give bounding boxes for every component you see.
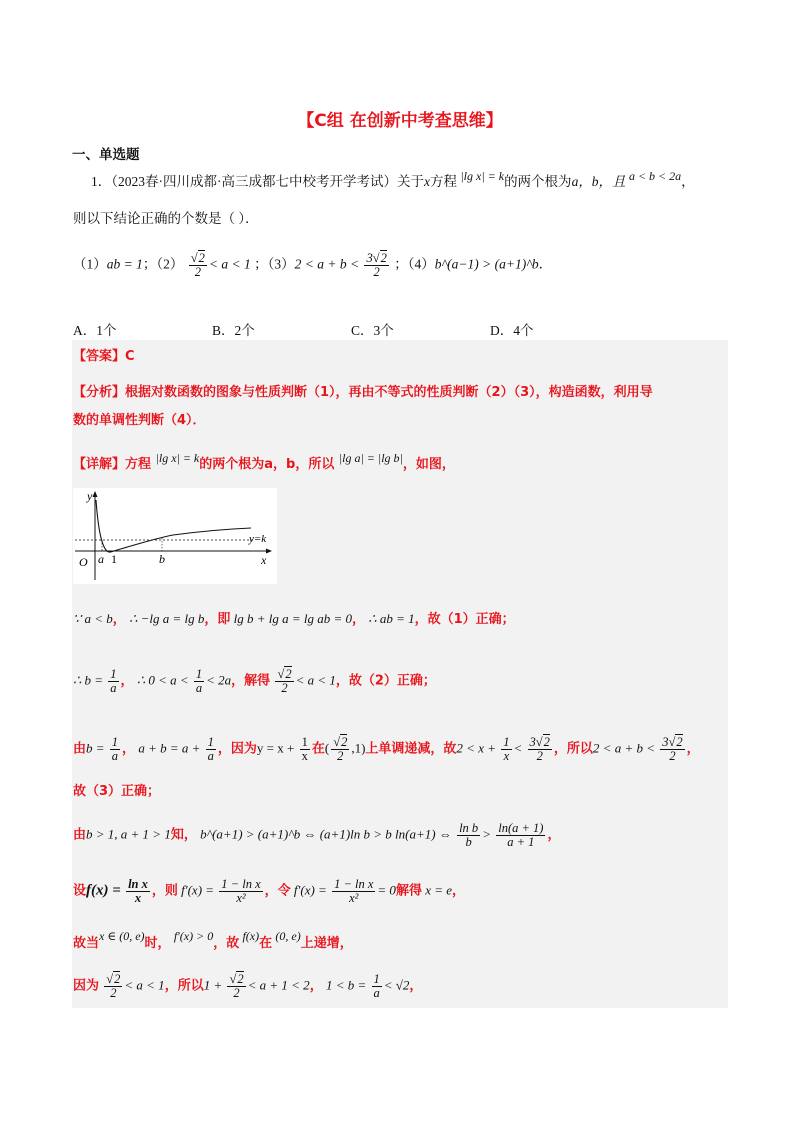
s3-head: 2 < a + b <: [294, 256, 360, 272]
frac-3sqrt2-over-2: $\frac{3√ 2}{2}$: [364, 252, 388, 279]
question-text-2: 的两个根为: [504, 174, 572, 189]
graph-y-label: y: [87, 489, 93, 503]
detail-lg-eq: |lg a| = |lg b|: [338, 451, 403, 465]
detail-eq-lg: |lg x| = k: [155, 451, 200, 465]
question-source: （2023春·四川成都·高三成都七中校考开学考试）关于: [111, 174, 424, 189]
s2-label: ；（2）: [142, 256, 184, 272]
var-x: x: [424, 174, 430, 189]
eq-lg-x: |lg x| = k: [460, 169, 505, 183]
graph-a-label: a: [98, 552, 104, 566]
question-line-1: 1．（2023春·四川成都·高三成都七中校考开学考试）关于x方程 |lg x| = k的两个根为a，b，且 a < b < 2a，: [91, 169, 695, 189]
derivation-5: 设f(x) = $\frac{\text{ln x}}{x}$ ，则 f′(x) = $\frac{\text{1 − ln x}}{\text{x²}}$ ，令 f′(x) = $\frac{\text{1 − ln x}}{\text{x²}}$ = 0解得 x = e，: [73, 877, 466, 906]
derivation-4: 由b > 1, a + 1 > 1知， b^(a+1) > (a+1)^b ⇔ (a+1)ln b > b ln(a+1) ⇔ $\frac{\text{ln b}}{b}$ > $\frac{\ln(a + 1)}{a + 1}$ ，: [73, 821, 561, 850]
answer-label: 【答案】C: [73, 349, 135, 364]
condition: a < b < 2a: [628, 169, 682, 183]
derivation-3: 由b = $\frac{1}{a}$ ， a + b = a + $\frac{1}{a}$ ，因为y = x + $\frac{1}{x}$ 在( √ $\frac{2}{2}$ ,1)上单调递减，故2 < x + $\frac{1}{x}$ < $\frac{3√ 2}{2}$ ，所以2 < a + b < $\frac{3√ 2}{2}$ ，: [73, 736, 700, 763]
s3-label: ；（3）: [254, 256, 295, 272]
question-text-1: 方程: [430, 174, 457, 189]
option-b[interactable]: B．2个: [212, 323, 255, 338]
derivation-6: 故当x ∈ (0, e)时， f′(x) > 0，故 f(x)在 (0, e)上递增，: [73, 929, 353, 951]
question-number: 1．: [91, 174, 112, 189]
graph-one-label: 1: [111, 552, 117, 566]
derivation-2: ∴ b = $\frac{1}{a}$ ， ∴ 0 < a < $\frac{1}{a}$ < 2a，解得 √ $\frac{2}{2}$ < a < 1，故（2）正确；: [73, 668, 436, 695]
derivation-1: ∵ a < b， ∴ −lg a = lg b，即 lg b + lg a = lg ab = 0， ∴ ab = 1，故（1）正确；: [73, 611, 515, 627]
question-line-2: 则以下结论正确的个数是（ ）．: [73, 211, 259, 226]
roots-ab: a，b，且: [571, 174, 626, 189]
s1-expr: ab = 1: [106, 256, 143, 272]
graph-origin-label: O: [79, 555, 88, 569]
s2-tail: < a < 1: [208, 256, 251, 272]
option-a[interactable]: A．1个: [73, 323, 117, 338]
s1-label: （1）: [73, 256, 107, 272]
derivation-3-end: 故（3）正确；: [73, 784, 161, 799]
option-c[interactable]: C．3个: [351, 323, 394, 338]
graph-x-label: x: [261, 553, 267, 567]
s4-expr: b^(a−1) > (a+1)^b: [434, 256, 539, 272]
analysis-line-1: 【分析】根据对数函数的图象与性质判断（1），再由不等式的性质判断（2）（3），构造函数，利用导: [73, 385, 653, 400]
derivation-7: 因为 √ $\frac{2}{2}$ < a < 1，所以1 + √ $\frac{2}{2}$ < a + 1 < 2， 1 < b = $\frac{1}{a}$ < √2，: [73, 973, 422, 1000]
section-heading: 一、单选题: [72, 147, 140, 163]
option-d[interactable]: D．4个: [490, 323, 534, 338]
statements-line: （1）ab = 1；（2） √ $\frac{2}{2}$ < a < 1 ；（3）2 < a + b < $\frac{3√ 2}{2}$ ；（4）b^(a−1) > (a+1)^b．: [73, 252, 552, 279]
function-graph: [73, 488, 277, 584]
analysis-line-2: 数的单调性判断（4）．: [73, 413, 206, 428]
detail-line-1: 【详解】方程 |lg x| = k的两个根为a，b，所以 |lg a| = |lg b|，如图，: [73, 451, 455, 472]
graph-k-label: y=k: [249, 533, 267, 545]
graph-b-label: b: [159, 552, 165, 566]
s4-label: ；（4）: [394, 256, 435, 272]
frac-sqrt2-over-2: √ $\frac{2}{2}$: [189, 252, 207, 279]
page-title: 【C组 在创新中考查思维】: [297, 111, 503, 131]
